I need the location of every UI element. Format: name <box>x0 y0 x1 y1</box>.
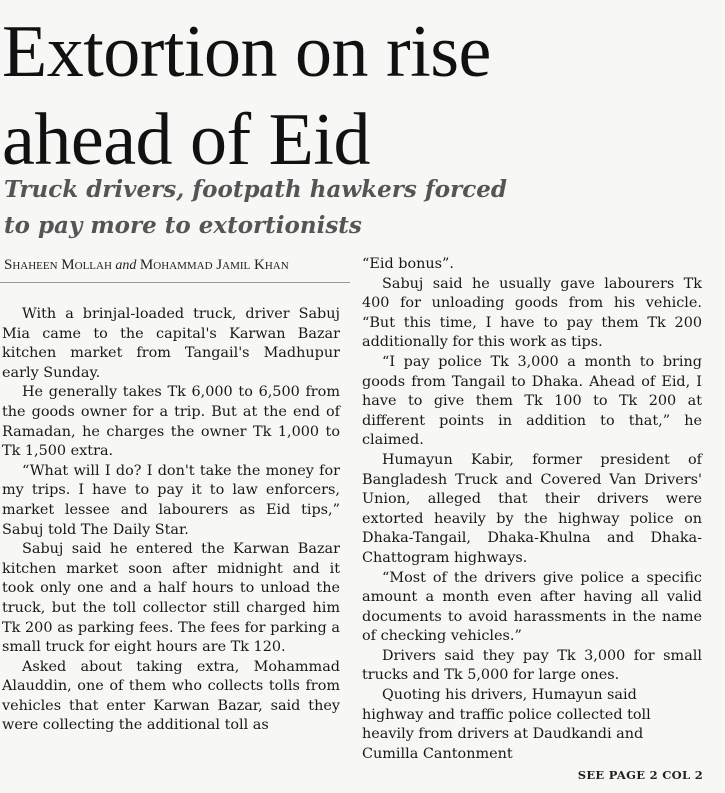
paragraph-continued: “Eid bonus”. <box>362 256 454 272</box>
paragraph: “I pay police Tk 3,000 a month to bring goods from Tangail to Dhaka. Ahead of Eid, I have to give them Tk 100 to Tk 200 at different points in addition to that,” he claimed. <box>362 353 702 449</box>
subheadline-line-2: to pay more to extortionists <box>4 212 362 239</box>
article-column-2 <box>362 255 702 764</box>
paragraph: Asked about taking extra, Mohammad Alauddin, one of them who collects tolls from vehicles that enter Karwan Bazar, said they were collecting the additional toll as <box>2 658 340 734</box>
paragraph: Sabuj said he entered the Karwan Bazar kitchen market soon after midnight and it took only one and a half hours to unload the truck, but the toll collector still charged him Tk 200 as parking fees. The fees for parking a small truck for eight hours are Tk 120. <box>2 541 340 656</box>
paragraph: Drivers said they pay Tk 3,000 for small trucks and Tk 5,000 for large ones. <box>362 647 702 684</box>
paragraph: Quoting his drivers, Humayun said highway and traffic police collected toll heavily from drivers at Daudkandi and Cumilla Cantonment <box>362 687 651 762</box>
subheadline <box>4 172 720 244</box>
continuation-jump: SEE PAGE 2 COL 2 <box>577 768 703 782</box>
paragraph: He generally takes Tk 6,000 to 6,500 from the goods owner for a trip. But at the end of Ramadan, he charges the owner Tk 1,000 to Tk 1,500 extra. <box>2 384 340 460</box>
author-2: Mohammad Jamil Khan <box>139 257 289 273</box>
byline <box>4 257 354 274</box>
paragraph: Humayun Kabir, former president of Bangladesh Truck and Covered Van Drivers' Union, alleged that their drivers were extorted heavily by the highway police on Dhaka-Tangail, Dhaka-Khulna and Dhaka-Chattogram highways. <box>362 451 702 566</box>
headline-line-1: Extortion on rise <box>2 11 491 93</box>
author-1: Shaheen Mollah <box>4 257 112 273</box>
byline-conjunction: and <box>115 258 137 273</box>
paragraph: Sabuj said he usually gave labourers Tk 400 for unloading goods from his vehicle. “But this time, I have to pay them Tk 200 additionally for this work as tips. <box>362 275 702 351</box>
byline-divider <box>0 282 350 283</box>
article-column-1 <box>2 305 340 736</box>
paragraph: “Most of the drivers give police a specific amount a month even after having all valid documents to avoid harassments in the name of checking vehicles.” <box>362 569 702 645</box>
headline-line-2: ahead of Eid <box>2 99 370 181</box>
subheadline-line-1: Truck drivers, footpath hawkers forced <box>4 176 507 203</box>
paragraph: “What will I do? I don't take the money for my trips. I have to pay it to law enforcers, market lessee and labourers as Eid tips,” Sabuj told The Daily Star. <box>2 462 340 538</box>
paragraph: With a brinjal-loaded truck, driver Sabuj Mia came to the capital's Karwan Bazar kitchen market from Tangail's Madhupur early Sunday. <box>2 306 340 381</box>
headline <box>2 8 722 184</box>
